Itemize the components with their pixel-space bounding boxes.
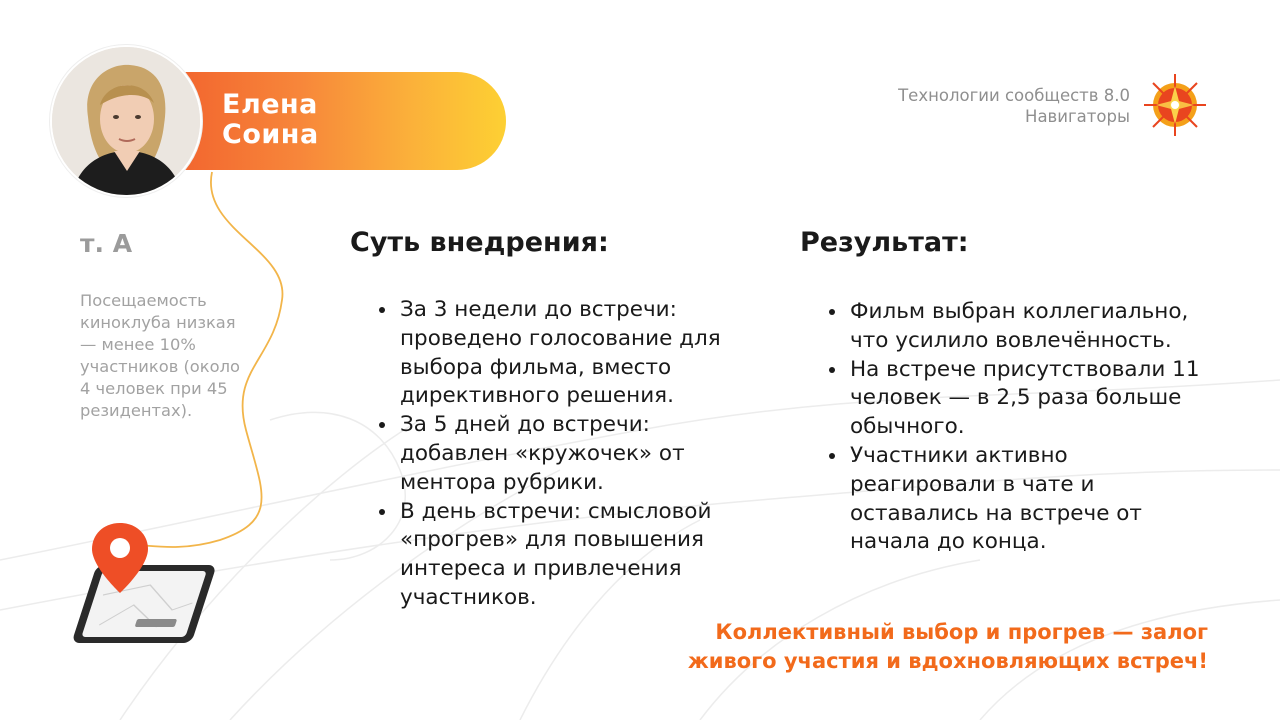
- phone-map-pin-icon: [60, 515, 240, 650]
- avatar: [50, 45, 202, 197]
- brand-title: Технологии сообществ 8.0: [898, 86, 1130, 105]
- woman-portrait-icon: [52, 47, 200, 195]
- speaker-last-name: Соина: [222, 119, 319, 150]
- result-title: Результат:: [800, 227, 969, 258]
- slogan-line-2: живого участия и вдохновляющих встреч!: [687, 649, 1208, 673]
- list-item: • Участники активно реагировали в чате и оставались на встрече от начала до конца.: [848, 442, 1208, 557]
- implementation-title: Суть внедрения:: [350, 227, 609, 258]
- list-item: • В день встречи: смысловой «прогрев» для повышения интереса и привлечения участников.: [398, 498, 748, 613]
- problem-description: Посещаемость киноклуба низкая — менее 10% участников (около 4 человек при 45 резидентах).: [80, 291, 240, 420]
- city-label: т. А: [80, 229, 133, 258]
- brand-caption: [898, 85, 1130, 127]
- implementation-list: [374, 296, 748, 613]
- brand-subtitle: Навигаторы: [1025, 107, 1130, 126]
- list-item: • Фильм выбран коллегиально, что усилило вовлечённость.: [848, 298, 1208, 356]
- conclusion-slogan: [648, 618, 1208, 676]
- speaker-first-name: Елена: [222, 89, 318, 120]
- result-list: [824, 298, 1208, 557]
- speaker-name: [222, 90, 482, 150]
- list-item: • За 3 недели до встречи: проведено голосование для выбора фильма, вместо директивного решения.: [398, 296, 748, 411]
- compass-rose-icon: [1142, 72, 1208, 138]
- slogan-line-1: Коллективный выбор и прогрев — залог: [715, 620, 1208, 644]
- list-item: • На встрече присутствовали 11 человек — в 2,5 раза больше обычного.: [848, 356, 1208, 442]
- list-item: • За 5 дней до встречи: добавлен «кружочек» от ментора рубрики.: [398, 411, 748, 497]
